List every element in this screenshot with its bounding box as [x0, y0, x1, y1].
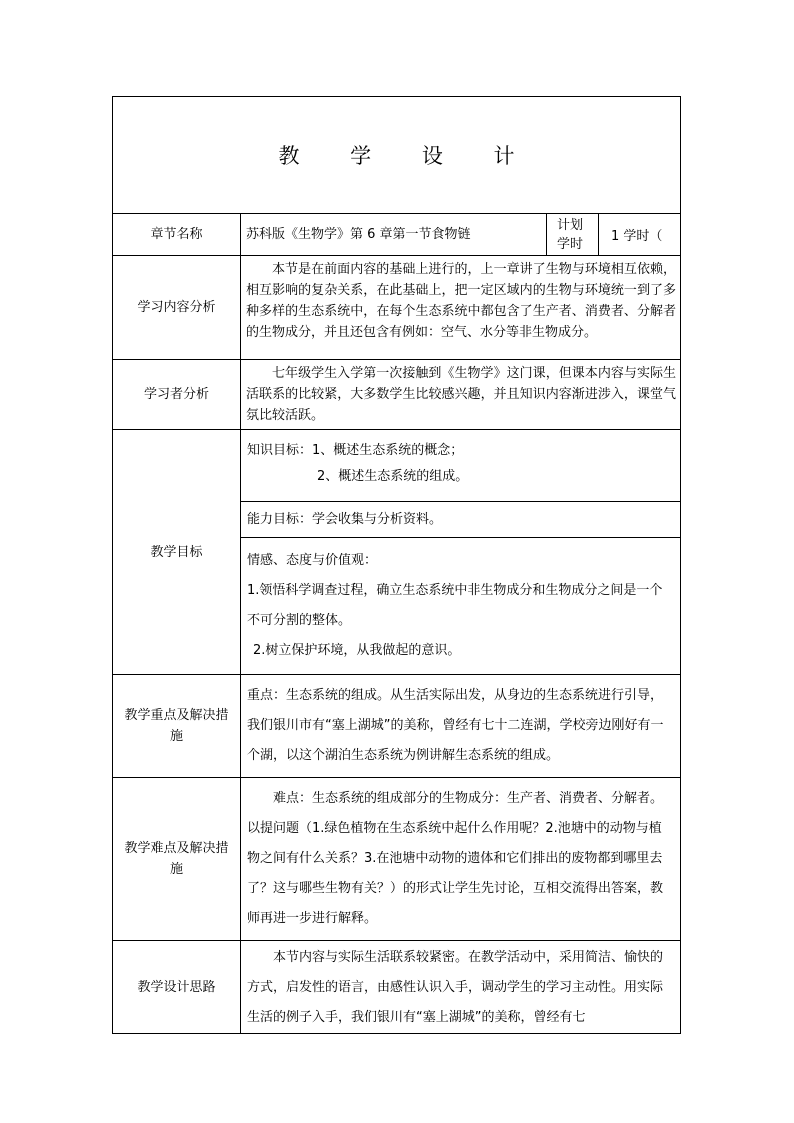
learner-analysis-text: 七年级学生入学第一次接触到《生物学》这门课，但课本内容与实际生活联系的比较紧，大多数学生比较感兴趣，并且知识内容渐进涉入，课堂气氛比较活跃。	[241, 360, 681, 430]
emotion-objective-head: 情感、态度与价值观：	[247, 553, 378, 568]
design-idea-row	[113, 941, 681, 1034]
emotion-objective-2: 2.树立保护环境，从我做起的意识。	[253, 643, 461, 658]
content-analysis-text: 本节是在前面内容的基础上进行的，上一章讲了生物与环境相互依赖，相互影响的复杂关系，在此基础上，把一定区域内的生物与环境统一到了多种多样的生态系统中，在每个生态系统中都包含了生产者、消费者、分解者的生物成分，并且还包含有例如：空气、水分等非生物成分。	[241, 256, 681, 360]
key-points-label: 教学重点及解决措施	[113, 675, 241, 778]
title-row	[113, 97, 681, 214]
key-points-text: 重点：生态系统的组成。从生活实际出发，从身边的生态系统进行引导，我们银川市有“塞上湖城”的美称，曾经有七十二连湖，学校旁边刚好有一个湖，以这个湖泊生态系统为例讲解生态系统的组成。	[241, 675, 681, 778]
lesson-plan-sheet	[112, 96, 680, 1034]
page-title: 教 学 设 计	[278, 144, 537, 168]
chapter-row	[113, 214, 681, 256]
key-points-row	[113, 675, 681, 778]
lesson-plan-table	[112, 96, 681, 1034]
design-idea-text: 本节内容与实际生活联系较紧密。在教学活动中，采用简洁、愉快的方式，启发性的语言，由感性认识入手，调动学生的学习主动性。用实际生活的例子入手，我们银川有“塞上湖城”的美称，曾经有七	[241, 941, 681, 1034]
learner-analysis-row	[113, 360, 681, 430]
knowledge-objective	[241, 430, 681, 502]
plan-value: 1 学时（	[599, 214, 681, 256]
difficulties-text: 难点：生态系统的组成部分的生物成分：生产者、消费者、分解者。以提问题（1.绿色植物在生态系统中起什么作用呢？2.池塘中的动物与植物之间有什么关系？3.在池塘中动物的遗体和它们排出的废物都到哪里去了？这与哪些生物有关？）的形式让学生先讨论，互相交流得出答案，教师再进一步进行解释。	[241, 778, 681, 941]
content-analysis-label: 学习内容分析	[113, 256, 241, 360]
content-analysis-row	[113, 256, 681, 360]
knowledge-objective-1: 知识目标：1、概述生态系统的概念；	[247, 443, 464, 458]
chapter-value: 苏科版《生物学》第 6 章第一节食物链	[241, 214, 547, 256]
title-cell	[113, 97, 681, 214]
emotion-objective-1: 1.领悟科学调查过程，确立生态系统中非生物成分和生物成分之间是一个不可分割的整体。	[247, 583, 663, 628]
objectives-label: 教学目标	[113, 430, 241, 675]
plan-label-line2: 学时	[557, 236, 584, 252]
difficulties-label: 教学难点及解决措施	[113, 778, 241, 941]
learner-analysis-label: 学习者分析	[113, 360, 241, 430]
plan-label	[547, 214, 599, 256]
chapter-label: 章节名称	[113, 214, 241, 256]
objectives-knowledge-row	[113, 430, 681, 502]
knowledge-objective-2: 2、概述生态系统的组成。	[317, 469, 469, 484]
design-idea-label: 教学设计思路	[113, 941, 241, 1034]
ability-objective: 能力目标：学会收集与分析资料。	[241, 502, 681, 538]
difficulties-row	[113, 778, 681, 941]
plan-label-line1: 计划	[557, 217, 584, 233]
emotion-objective	[241, 538, 681, 675]
